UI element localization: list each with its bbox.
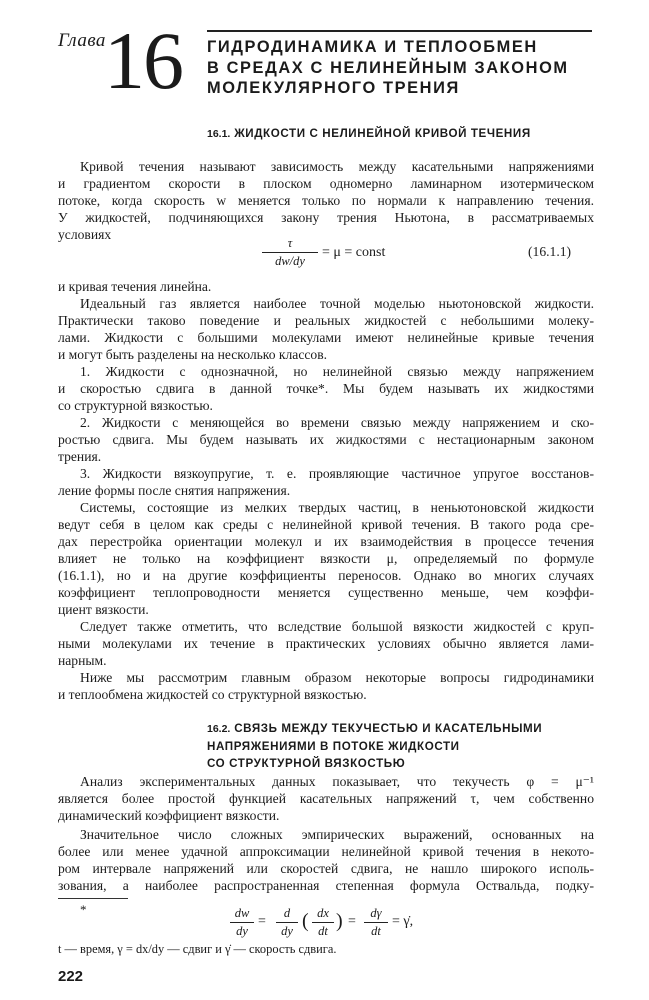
- footnote-result: = γ̇,: [392, 914, 414, 929]
- fraction-denominator: dt: [371, 924, 381, 938]
- text-line: ром интервале напряжений или скоростей сдвига, не нашло широкого исполь-: [58, 861, 594, 876]
- text-line: условиях: [58, 227, 112, 242]
- fraction-numerator: dw: [234, 906, 250, 920]
- section-title-line: СВЯЗЬ МЕЖДУ ТЕКУЧЕСТЬЮ И КАСАТЕЛЬНЫМИ: [234, 722, 543, 735]
- text-line: и градиентом скорости в плоском одномерно ламинарном изотермическом: [58, 176, 594, 191]
- page-number: 222: [58, 968, 84, 985]
- footnote-text: t — время, γ = dx/dy — сдвиг и γ̇ — скорость сдвига.: [58, 942, 337, 956]
- text-line: лами. Жидкости с большими молекулами имеют нелинейные кривые течения: [58, 330, 594, 345]
- text-line: трения.: [58, 449, 102, 464]
- text-line: 3. Жидкости вязкоупругие, т. е. проявляющие частичное упругое восстанов-: [80, 466, 594, 481]
- text-line: ление формы после снятия напряжения.: [58, 483, 291, 498]
- section-heading-16-2: [207, 720, 607, 772]
- text-line: влияет не только на коэффициент вязкости μ, определяемый по формуле: [58, 551, 594, 566]
- chapter-title-line: В СРЕДАХ С НЕЛИНЕЙНЫМ ЗАКОНОМ: [207, 58, 569, 77]
- equals-sign: =: [258, 914, 266, 929]
- equation-number: (16.1.1): [528, 244, 572, 259]
- fraction-numerator: dγ: [370, 906, 382, 920]
- text-line: циент вязкости.: [58, 602, 149, 617]
- chapter-number: 16: [104, 15, 182, 106]
- text-line: (16.1.1), но и на другие коэффициенты переносов. Однако во многих случаях: [58, 568, 594, 583]
- formula-fraction: [262, 236, 318, 269]
- text-line: ными молекулами их течение в практических условиях обычно является лами-: [58, 636, 594, 651]
- text-line: и могут быть разделены на несколько классов.: [58, 347, 328, 362]
- fraction-numerator: τ: [287, 236, 293, 250]
- fraction-denominator: dw/dy: [275, 254, 305, 268]
- text-line: ведут себя в целом как среды с нелинейной кривой течения. В такого рода сре-: [58, 517, 594, 532]
- section-heading-16-1: [207, 125, 607, 143]
- text-line: ростью сдвига. Мы будем называть их жидкостями с нестационарным законом: [58, 432, 594, 447]
- paren-left: (: [302, 910, 309, 932]
- footnote-marker: *: [80, 902, 87, 917]
- chapter-title-rule: [207, 30, 592, 32]
- text-line: со структурной вязкостью.: [58, 398, 213, 413]
- text-line: дах перестройка ориентации молекул и их взаимодействия в процессе течения: [58, 534, 594, 549]
- text-line: более или менее удачной аппроксимации нелинейной кривой течения в некото-: [58, 844, 594, 859]
- text-line: динамический коэффициент вязкости.: [58, 808, 280, 823]
- text-line: нарным.: [58, 653, 107, 668]
- text-line: Следует также отметить, что вследствие большой вязкости жидкостей с круп-: [80, 619, 594, 634]
- formula-rhs: = μ = const: [322, 245, 386, 260]
- text-line: потоке, когда скорость w меняется только по нормали к направлению течения.: [58, 193, 594, 208]
- fraction-numerator: d: [283, 906, 291, 920]
- text-line: зования, а наиболее распространенная степенная формула Оствальда, подку-: [58, 878, 594, 893]
- chapter-title-line: МОЛЕКУЛЯРНОГО ТРЕНИЯ: [207, 79, 460, 97]
- text-line: и кривая течения линейна.: [58, 279, 212, 294]
- section-number: 16.2.: [207, 723, 231, 735]
- section-title-line: СО СТРУКТУРНОЙ ВЯЗКОСТЬЮ: [207, 757, 406, 770]
- footnote-fraction: [364, 906, 388, 939]
- text-line: коэффициент теплопроводности меняется существенно меньше, чем коэффи-: [58, 585, 594, 600]
- fraction-numerator: dx: [317, 906, 329, 920]
- fraction-denominator: dy: [236, 924, 248, 938]
- equals-sign: =: [348, 914, 356, 929]
- text-line: 2. Жидкости с меняющейся во времени связью между напряжением и ско-: [80, 415, 594, 430]
- footnote-rule: [58, 898, 128, 899]
- text-line: Системы, состоящие из мелких твердых частиц, в неньютоновской жидкости: [80, 500, 594, 515]
- text-line: Идеальный газ является наиболее точной моделью ньютоновской жидкости.: [80, 296, 594, 311]
- text-line: Значительное число сложных эмпирических выражений, основанных на: [80, 827, 594, 842]
- footnote-fraction: [230, 906, 254, 939]
- text-line: 1. Жидкости с однозначной, но нелинейной связью между напряжением: [80, 364, 594, 379]
- text-line: и скоростью сдвига в данной точке*. Мы будем называть их жидкостями: [58, 381, 594, 396]
- section-number: 16.1.: [207, 128, 231, 140]
- paren-right: ): [336, 910, 343, 932]
- chapter-label: Глава: [58, 30, 106, 51]
- text-line: Практически таково поведение и реальных жидкостей с небольшими молеку-: [58, 313, 594, 328]
- text-line: Анализ экспериментальных данных показывает, что текучесть φ = μ⁻¹: [80, 774, 594, 789]
- text-line: является более простой функцией касательных напряжений τ, чем собственно: [58, 791, 594, 806]
- fraction-denominator: dt: [318, 924, 328, 938]
- text-line: и теплообмена жидкостей со структурной вязкостью.: [58, 687, 367, 702]
- text-line: У жидкостей, подчиняющихся закону трения Ньютона, в рассматриваемых: [58, 210, 594, 225]
- chapter-title: [207, 37, 607, 99]
- fraction-denominator: dy: [281, 924, 293, 938]
- text-line: Ниже мы рассмотрим главным образом некоторые вопросы гидродинамики: [80, 670, 594, 685]
- chapter-title-line: ГИДРОДИНАМИКА И ТЕПЛООБМЕН: [207, 38, 538, 56]
- section-title: ЖИДКОСТИ С НЕЛИНЕЙНОЙ КРИВОЙ ТЕЧЕНИЯ: [234, 127, 531, 140]
- section-title-line: НАПРЯЖЕНИЯМИ В ПОТОКЕ ЖИДКОСТИ: [207, 740, 460, 753]
- footnote-fraction: [312, 906, 334, 939]
- footnote-fraction: [276, 906, 298, 939]
- text-line: Кривой течения называют зависимость между касательными напряжениями: [80, 159, 594, 174]
